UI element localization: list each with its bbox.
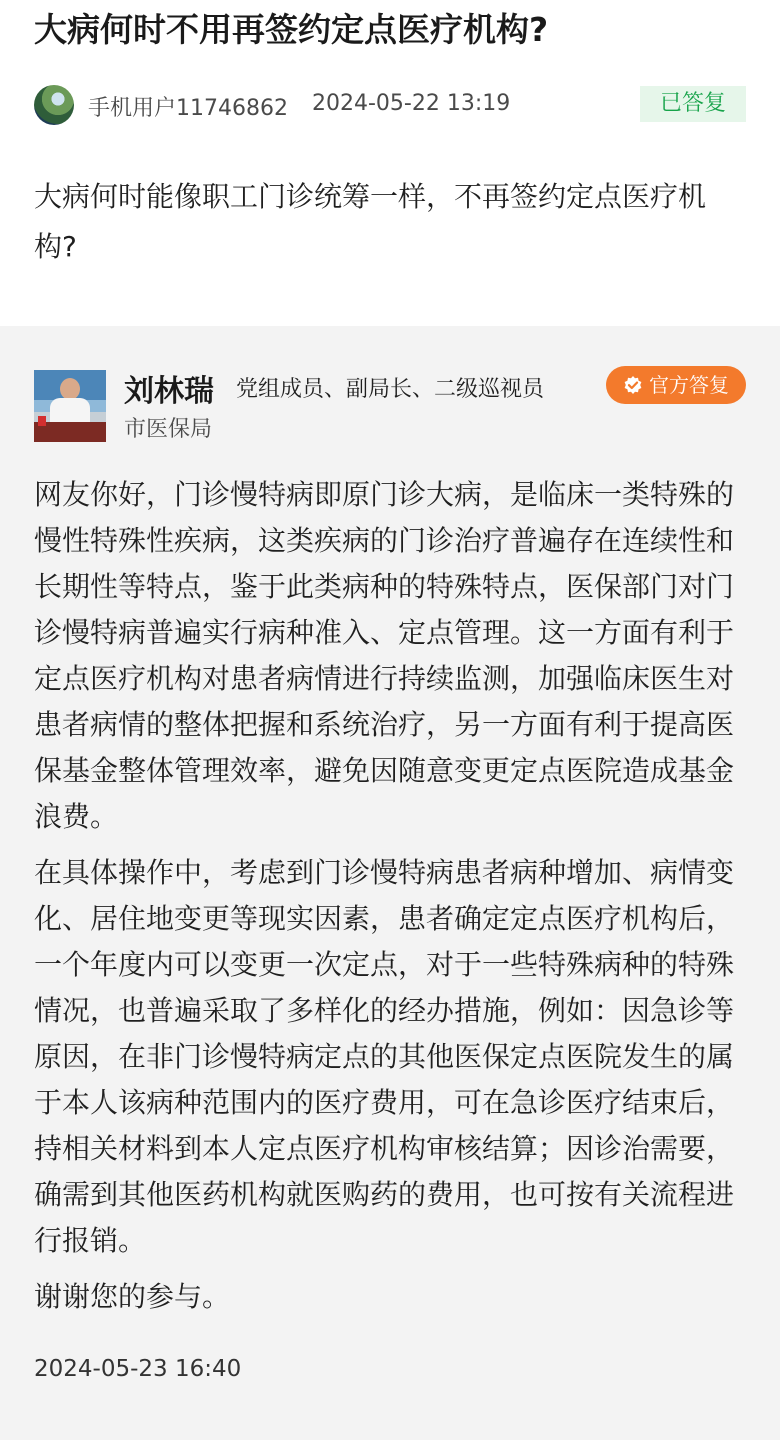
question-title: 大病何时不用再签约定点医疗机构? (34, 10, 549, 49)
answer-section (0, 326, 780, 1440)
asked-time: 2024-05-22 13:19 (312, 91, 511, 116)
answer-paragraph: 在具体操作中，考虑到门诊慢特病患者病种增加、病情变化、居住地变更等现实因素，患者确定定点医疗机构后，一个年度内可以变更一次定点，对于一些特殊病种的特殊情况，也普遍采取了多样化的经办措施，例如：因急诊等原因，在非门诊慢特病定点的其他医保定点医院发生的属于本人该病种范围内的医疗费用，可在急诊医疗结束后，持相关材料到本人定点医疗机构审核结算；因诊治需要，确需到其他医药机构就医购药的费用，也可按有关流程进行报销。 (34, 856, 735, 1257)
asker-avatar[interactable] (34, 85, 74, 125)
photo-shirt-shape (50, 398, 90, 424)
photo-flag-shape (38, 416, 46, 426)
photo-head-shape (60, 378, 80, 400)
responder-title: 党组成员、副局长、二级巡视员 (236, 377, 545, 402)
asker-row (34, 84, 746, 126)
answer-paragraph: 谢谢您的参与。 (34, 1280, 231, 1313)
check-circle-icon (623, 375, 643, 395)
question-body: 大病何时能像职工门诊统筹一样，不再签约定点医疗机构? (34, 180, 707, 263)
official-reply-label: 官方答复 (649, 373, 729, 397)
answer-date: 2024-05-23 16:40 (34, 1356, 242, 1382)
status-badge: 已答复 (640, 86, 746, 122)
answer-body (34, 472, 746, 1330)
question-section (0, 0, 780, 326)
responder-org: 市医保局 (124, 417, 213, 442)
responder-name: 刘林瑞 (124, 374, 214, 409)
asker-name[interactable]: 手机用户11746862 (88, 96, 288, 121)
answer-paragraph: 网友你好，门诊慢特病即原门诊大病，是临床一类特殊的慢性特殊性疾病，这类疾病的门诊治疗普遍存在连续性和长期性等特点，鉴于此类病种的特殊特点，医保部门对门诊慢特病普遍实行病种准入、定点管理。这一方面有利于定点医疗机构对患者病情进行持续监测，加强临床医生对患者病情的整体把握和系统治疗，另一方面有利于提高医保基金整体管理效率，避免因随意变更定点医院造成基金浪费。 (34, 478, 735, 833)
responder-photo (34, 370, 106, 442)
official-reply-badge (606, 366, 746, 404)
